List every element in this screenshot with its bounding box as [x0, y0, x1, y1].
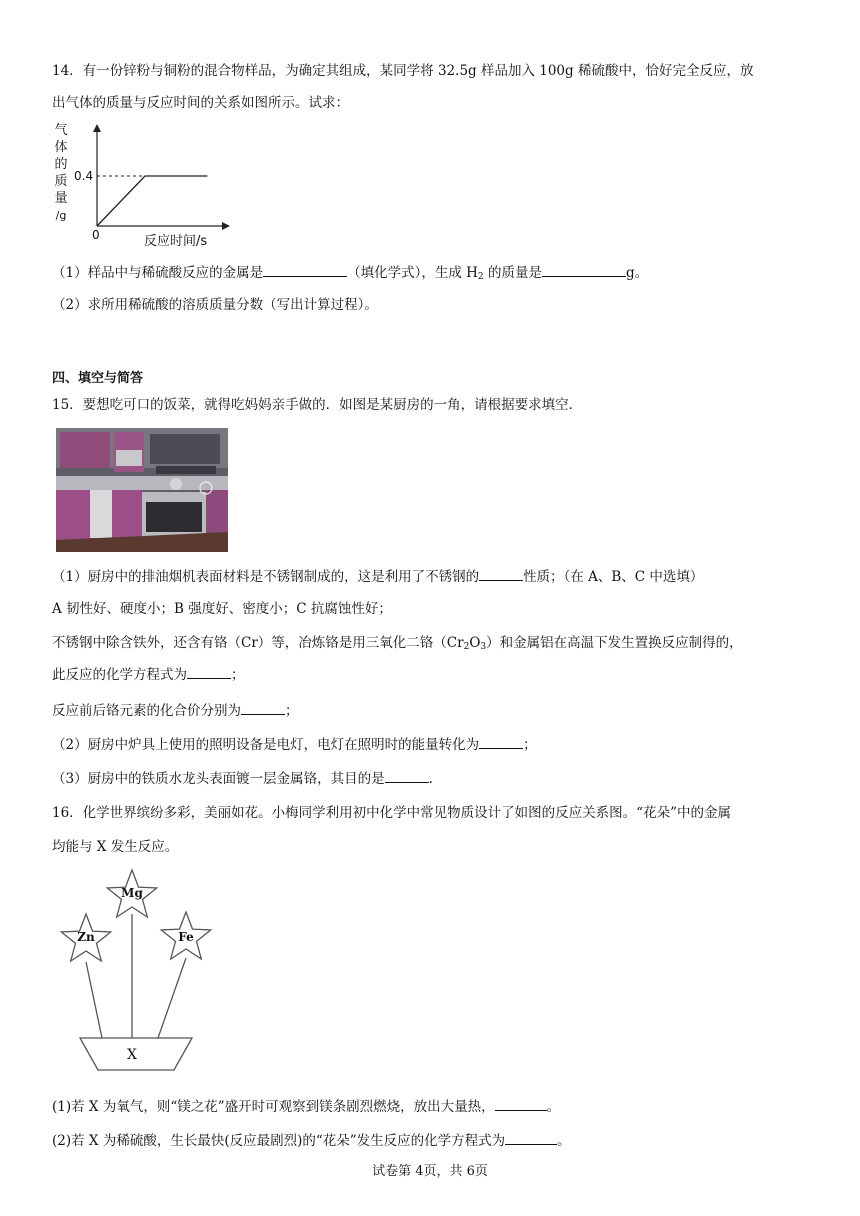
q15-part3-text: （3）厨房中的铁质水龙头表面镀一层金属铬，其目的是 — [52, 771, 385, 787]
answer-blank[interactable] — [479, 566, 523, 581]
q16-part2-end: 。 — [557, 1133, 571, 1149]
q14-part1 — [52, 262, 820, 288]
q15-chromium-line2 — [52, 664, 820, 686]
q15-valence-end: ； — [285, 703, 299, 719]
q15-valence — [52, 700, 820, 722]
gas-mass-chart — [52, 122, 232, 252]
answer-blank[interactable] — [495, 1096, 547, 1111]
chart-origin-label: 0 — [92, 228, 100, 242]
page-footer: 试卷第 4页，共 6页 — [372, 1164, 488, 1179]
h2-subscript: 2 — [477, 272, 484, 282]
stem-zn — [86, 962, 102, 1038]
chart-ylabel-char: 量 — [54, 191, 68, 206]
q15-part2 — [52, 734, 820, 756]
answer-blank[interactable] — [505, 1130, 557, 1145]
star-label-zn: Zn — [77, 930, 95, 944]
q15-part2-text: （2）厨房中炉具上使用的照明设备是电灯，电灯在照明时的能量转化为 — [52, 737, 480, 753]
q16-part1-text: (1)若 X 为氧气，则“镁之花”盛开时可观察到镁条剧烈燃烧，放出大量热， — [52, 1099, 495, 1115]
kitchen-photo — [56, 428, 228, 552]
q15-cr-text: 不锈钢中除含铁外，还含有铬（Cr）等，冶炼铬是用三氧化二铬（Cr — [52, 635, 464, 651]
q15-part1-a: （1）厨房中的排油烟机表面材料是不锈钢制成的，这是利用了不锈钢的 — [52, 569, 480, 585]
star-label-mg: Mg — [121, 886, 143, 900]
q15-equation-end: ； — [231, 667, 245, 683]
q15-part3 — [52, 768, 820, 790]
cr-subscript: 2 — [463, 642, 470, 652]
chart-ylabel-char: 气 — [54, 123, 68, 138]
chart-xlabel: 反应时间/s — [144, 234, 208, 249]
oxygen-symbol: O — [469, 635, 481, 651]
q16-text-line1: 16．化学世界缤纷多彩，美丽如花。小梅同学利用初中化学中常见物质设计了如图的反应关系图。“花朵”中的金属 — [52, 805, 731, 821]
q16-part2-text: (2)若 X 为稀硫酸，生长最快(反应最剧烈)的“花朵”发生反应的化学方程式为 — [52, 1133, 506, 1149]
q15-options: A 韧性好、硬度小；B 强度好、密度小；C 抗腐蚀性好； — [52, 601, 392, 617]
chart-ytick-label: 0.4 — [74, 169, 94, 183]
stem-fe — [158, 958, 186, 1038]
star-label-fe: Fe — [178, 930, 194, 944]
q15-equation-prompt: 此反应的化学方程式为 — [52, 667, 187, 683]
chart-ylabel-char: 体 — [54, 140, 68, 155]
q16-part1-end: 。 — [546, 1099, 561, 1115]
q16-part2 — [52, 1130, 820, 1152]
q15-cr-text-end: ）和金属铝在高温下发生置换反应制得的， — [486, 635, 743, 651]
q14-text-line2: 出气体的质量与反应时间的关系如图所示。试求： — [52, 95, 349, 111]
q15-chromium-line1 — [52, 632, 820, 658]
answer-blank[interactable] — [385, 768, 429, 783]
chart-x-arrow — [222, 222, 230, 230]
q14-part1-a: （1）样品中与稀硫酸反应的金属是 — [52, 265, 264, 281]
chart-ylabel-char: 的 — [54, 157, 68, 172]
answer-blank[interactable] — [241, 700, 285, 715]
chart-ylabel-char: 质 — [54, 174, 68, 189]
answer-blank[interactable] — [479, 734, 523, 749]
answer-blank[interactable] — [187, 664, 231, 679]
q15-part3-end: . — [428, 771, 433, 787]
q16-text-line2: 均能与 X 发生反应。 — [52, 839, 179, 855]
q15-part1 — [52, 566, 820, 588]
q14-part1-d: g。 — [625, 265, 649, 281]
q16-part1 — [52, 1096, 820, 1118]
chart-y-arrow — [93, 124, 101, 132]
q14-text-line1: 14．有一份锌粉与铜粉的混合物样品，为确定其组成，某同学将 32.5g 样品加入 100g 稀硫酸中，恰好完全反应，放 — [52, 63, 754, 79]
answer-blank[interactable] — [542, 262, 626, 277]
answer-blank[interactable] — [263, 262, 347, 277]
q14-part2: （2）求所用稀硫酸的溶质质量分数（写出计算过程）。 — [52, 297, 378, 313]
q14-part1-c: 的质量是 — [483, 265, 542, 281]
q14-part1-b: （填化学式），生成 H — [347, 265, 478, 281]
q15-part1-b: 性质；（在 A、B、C 中选填） — [523, 569, 704, 585]
o-subscript: 3 — [480, 642, 487, 652]
section-title: 四、填空与简答 — [52, 371, 144, 386]
chart-ylabel-char: /g — [55, 209, 67, 222]
chart-series-line — [97, 176, 207, 226]
q15-intro: 15．要想吃可口的饭菜，就得吃妈妈亲手做的．如图是某厨房的一角，请根据要求填空． — [52, 397, 583, 413]
q15-valence-text: 反应前后铬元素的化合价分别为 — [52, 703, 241, 719]
q15-part2-end: ； — [523, 737, 537, 753]
pot-label: X — [127, 1047, 137, 1063]
